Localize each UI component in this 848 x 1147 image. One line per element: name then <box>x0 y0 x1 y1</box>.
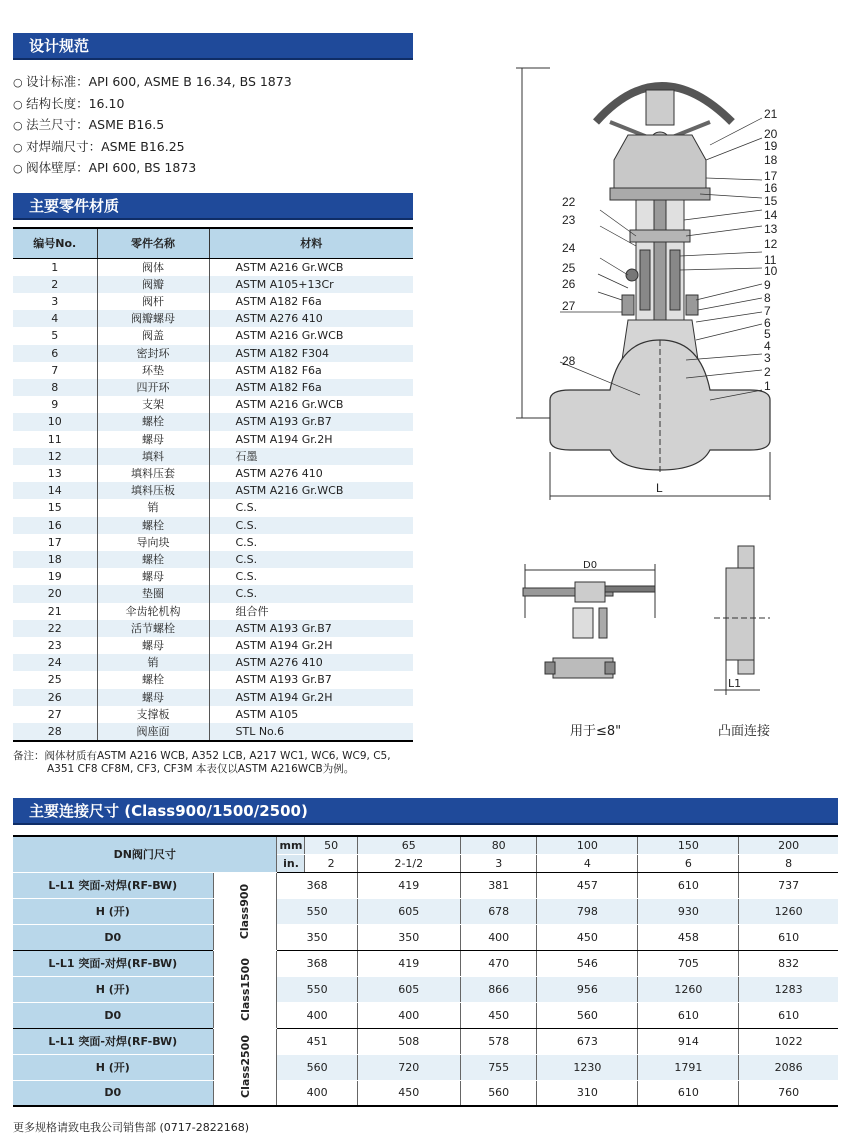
parts-row <box>13 499 413 516</box>
part-no: 3 <box>51 294 59 308</box>
dims-value: 368 <box>277 950 357 976</box>
size-mm: 200 <box>739 836 838 854</box>
callout-label: 6 <box>764 316 771 330</box>
col-material-header: 材料 <box>209 228 413 258</box>
dims-value: 458 <box>638 924 739 950</box>
part-name: 四开环 <box>97 379 209 396</box>
part-material: ASTM A105+13Cr <box>209 276 413 293</box>
part-no: 15 <box>47 501 62 515</box>
parts-row <box>13 568 413 585</box>
parts-row <box>13 723 413 741</box>
dims-value: 610 <box>739 1002 838 1028</box>
class-label <box>213 950 277 1028</box>
dn-size-header: DN阀门尺寸 <box>13 836 277 872</box>
part-no: 2 <box>13 276 97 293</box>
part-name: 支撑板 <box>97 706 209 723</box>
dims-row <box>13 976 838 1002</box>
parts-row <box>13 431 413 448</box>
spec-item: ○ 结构长度：16.10 <box>13 94 292 116</box>
part-no: 7 <box>51 363 59 377</box>
size-in: 8 <box>739 854 838 872</box>
callout-label: 15 <box>764 194 778 208</box>
parts-row <box>13 551 413 568</box>
dims-value: 400 <box>460 924 537 950</box>
note-line-2: A351 CF8 CF8M, CF3, CF3M 本表仅以ASTM A216WCB为例。 <box>47 762 355 775</box>
part-name: 阀杆 <box>97 293 209 310</box>
class-label <box>213 1028 277 1106</box>
parts-row <box>13 482 413 499</box>
part-name: 支架 <box>97 396 209 413</box>
part-name: 阀座面 <box>97 723 209 741</box>
callout-label: 13 <box>764 222 778 236</box>
parts-row <box>13 620 413 637</box>
callout-label: 28 <box>562 354 576 368</box>
part-material: ASTM A216 Gr.WCB <box>235 398 344 412</box>
dims-row-label: H (开) <box>13 976 213 1002</box>
dims-row-label: H (开) <box>13 1054 213 1080</box>
part-material: 石墨 <box>209 448 413 465</box>
dims-row-label: D0 <box>13 924 213 950</box>
parts-row <box>13 534 413 551</box>
part-name: 填料压板 <box>97 482 209 499</box>
part-no: 4 <box>13 310 97 327</box>
parts-row <box>13 310 413 327</box>
callout-label: 27 <box>562 299 576 313</box>
material-note <box>13 750 423 775</box>
dims-value: 400 <box>277 1002 357 1028</box>
part-name: 销 <box>97 499 209 516</box>
footer-contact: 更多规格请致电我公司销售部 (0717-2822168) <box>13 1121 250 1134</box>
part-no: 25 <box>47 673 62 687</box>
dims-value: 605 <box>357 976 460 1002</box>
size-mm: 100 <box>537 836 638 854</box>
part-name: 密封环 <box>97 345 209 362</box>
callout-label: 11 <box>764 253 777 267</box>
callout-label: 12 <box>764 237 778 251</box>
part-no: 14 <box>13 482 97 499</box>
callout-label: 2 <box>764 365 771 379</box>
part-material: ASTM A276 410 <box>235 466 323 480</box>
part-no: 12 <box>13 448 97 465</box>
part-no: 13 <box>47 466 62 480</box>
part-material: C.S. <box>235 535 258 549</box>
part-no: 28 <box>13 723 97 741</box>
part-material: ASTM A105 <box>235 707 299 721</box>
dims-value: 550 <box>277 976 357 1002</box>
part-material: ASTM A194 Gr.2H <box>209 689 413 706</box>
part-material: ASTM A182 F304 <box>209 345 413 362</box>
size-in: 4 <box>537 854 638 872</box>
callout-label: 19 <box>764 139 778 153</box>
class-label-text: Class1500 <box>238 957 252 1021</box>
unit-mm: mm <box>277 836 305 854</box>
dims-value: 381 <box>460 872 537 898</box>
dims-value: 550 <box>277 898 357 924</box>
parts-row <box>13 585 413 602</box>
length-label: L <box>656 481 663 495</box>
col-name-header: 零件名称 <box>97 228 209 258</box>
parts-row <box>13 706 413 723</box>
part-material: ASTM A182 F6a <box>235 363 322 377</box>
dims-value: 610 <box>638 1080 739 1106</box>
part-name: 活节螺栓 <box>97 620 209 637</box>
part-name: 螺母 <box>97 568 209 585</box>
dims-value: 866 <box>460 976 537 1002</box>
spec-item: ○ 阀体壁厚：API 600, BS 1873 <box>13 158 292 180</box>
parts-row <box>13 689 413 706</box>
dims-value: 2086 <box>739 1054 838 1080</box>
callout-label: 4 <box>764 339 771 353</box>
design-spec-heading: 设计规范 <box>13 33 413 60</box>
dims-value: 508 <box>357 1028 460 1054</box>
parts-row <box>13 413 413 430</box>
part-no: 18 <box>13 551 97 568</box>
unit-in: in. <box>277 854 305 872</box>
dims-value: 832 <box>739 950 838 976</box>
part-material: ASTM A182 F6a <box>235 294 322 308</box>
dims-table <box>13 835 838 1107</box>
dims-value: 400 <box>357 1002 460 1028</box>
dims-value: 798 <box>537 898 638 924</box>
callout-label: 9 <box>764 278 771 292</box>
part-no: 16 <box>13 517 97 534</box>
d0-label: D0 <box>583 560 598 571</box>
size-mm: 150 <box>638 836 739 854</box>
spec-item: ○ 对焊端尺寸：ASME B16.25 <box>13 137 292 159</box>
parts-row <box>13 465 413 482</box>
parts-row <box>13 293 413 310</box>
parts-row <box>13 379 413 396</box>
dims-value: 760 <box>739 1080 838 1106</box>
part-name: 阀瓣 <box>97 276 209 293</box>
dims-value: 720 <box>357 1054 460 1080</box>
parts-row <box>13 603 413 620</box>
dims-value: 350 <box>357 924 460 950</box>
dims-value: 560 <box>460 1080 537 1106</box>
part-name: 阀体 <box>97 258 209 276</box>
part-material: C.S. <box>235 501 258 515</box>
spec-item: ○ 设计标准：API 600, ASME B 16.34, BS 1873 <box>13 72 292 94</box>
dims-row <box>13 1002 838 1028</box>
class-label-text: Class900 <box>238 883 252 939</box>
part-material: C.S. <box>209 585 413 602</box>
dims-value: 610 <box>739 924 838 950</box>
part-material: ASTM A194 Gr.2H <box>235 638 333 652</box>
part-no: 6 <box>13 345 97 362</box>
part-name: 螺栓 <box>97 551 209 568</box>
parts-row <box>13 671 413 688</box>
part-name: 螺母 <box>97 637 209 654</box>
part-no: 20 <box>13 585 97 602</box>
dims-row <box>13 1028 838 1054</box>
part-no: 8 <box>13 379 97 396</box>
part-material: C.S. <box>209 517 413 534</box>
part-name: 螺栓 <box>97 671 209 688</box>
part-no: 24 <box>13 654 97 671</box>
part-name: 阀瓣螺母 <box>97 310 209 327</box>
parts-row <box>13 345 413 362</box>
part-name: 螺母 <box>97 689 209 706</box>
part-material: STL No.6 <box>209 723 413 741</box>
dims-value: 350 <box>277 924 357 950</box>
part-name: 环垫 <box>97 362 209 379</box>
dims-value: 400 <box>277 1080 357 1106</box>
callout-label: 7 <box>764 304 771 318</box>
dims-value: 914 <box>638 1028 739 1054</box>
dims-row-label: L-L1 突面-对焊(RF-BW) <box>13 950 213 976</box>
size-in: 2-1/2 <box>357 854 460 872</box>
callout-label: 17 <box>764 169 778 183</box>
dims-value: 1022 <box>739 1028 838 1054</box>
dims-value: 678 <box>460 898 537 924</box>
part-material: ASTM A193 Gr.B7 <box>235 673 332 687</box>
part-name: 销 <box>97 654 209 671</box>
part-material: ASTM A182 F6a <box>209 379 413 396</box>
callout-label: 14 <box>764 208 778 222</box>
valve-section-drawing <box>510 60 810 510</box>
dims-value: 419 <box>357 950 460 976</box>
dims-value: 737 <box>739 872 838 898</box>
dims-value: 605 <box>357 898 460 924</box>
callout-label: 10 <box>764 264 778 278</box>
parts-row <box>13 517 413 534</box>
dims-value: 1283 <box>739 976 838 1002</box>
dims-value: 705 <box>638 950 739 976</box>
part-name: 填料 <box>97 448 209 465</box>
dims-row-label: D0 <box>13 1002 213 1028</box>
callout-label: 1 <box>764 379 771 393</box>
part-no: 26 <box>13 689 97 706</box>
dims-row-label: L-L1 突面-对焊(RF-BW) <box>13 872 213 898</box>
size-in: 6 <box>638 854 739 872</box>
callout-label: 8 <box>764 291 771 305</box>
flange-face-drawing <box>710 540 780 700</box>
part-material: ASTM A194 Gr.2H <box>235 432 333 446</box>
dims-value: 450 <box>460 1002 537 1028</box>
parts-material-heading: 主要零件材质 <box>13 193 413 220</box>
parts-row <box>13 258 413 276</box>
callout-label: 5 <box>764 327 771 341</box>
part-name: 填料压套 <box>97 465 209 482</box>
dims-value: 1230 <box>537 1054 638 1080</box>
dims-value: 450 <box>357 1080 460 1106</box>
parts-row <box>13 448 413 465</box>
dims-value: 560 <box>277 1054 357 1080</box>
dims-value: 673 <box>537 1028 638 1054</box>
callout-label: 20 <box>764 127 778 141</box>
dims-row-label: H (开) <box>13 898 213 924</box>
part-name: 阀盖 <box>97 327 209 344</box>
dims-value: 546 <box>537 950 638 976</box>
part-name: 螺栓 <box>97 413 209 430</box>
parts-row <box>13 362 413 379</box>
part-material: C.S. <box>235 570 258 584</box>
part-no: 27 <box>47 707 62 721</box>
dims-value: 470 <box>460 950 537 976</box>
callout-label: 26 <box>562 277 576 291</box>
part-no: 5 <box>51 329 59 343</box>
part-no: 22 <box>13 620 97 637</box>
dims-row <box>13 950 838 976</box>
dims-value: 450 <box>537 924 638 950</box>
dims-value: 560 <box>537 1002 638 1028</box>
callout-label: 18 <box>764 153 778 167</box>
parts-row <box>13 637 413 654</box>
parts-row <box>13 396 413 413</box>
part-no: 1 <box>51 260 59 274</box>
size-mm: 80 <box>460 836 537 854</box>
part-no: 11 <box>47 432 62 446</box>
connection-dims-heading: 主要连接尺寸 (Class900/1500/2500) <box>13 798 838 825</box>
part-no: 10 <box>13 413 97 430</box>
part-no: 23 <box>47 638 62 652</box>
parts-row <box>13 276 413 293</box>
callout-label: 25 <box>562 261 576 275</box>
col-no-header: 编号No. <box>13 228 97 258</box>
part-no: 19 <box>47 570 62 584</box>
size-mm: 50 <box>305 836 357 854</box>
parts-row <box>13 327 413 344</box>
callout-label: 3 <box>764 351 771 365</box>
dims-value: 610 <box>638 872 739 898</box>
part-name: 螺母 <box>97 431 209 448</box>
part-no: 9 <box>51 398 59 412</box>
dims-value: 368 <box>277 872 357 898</box>
dims-value: 1260 <box>739 898 838 924</box>
callout-label: 23 <box>562 213 576 227</box>
callout-label: 22 <box>562 195 576 209</box>
part-name: 伞齿轮机构 <box>97 603 209 620</box>
part-material: ASTM A216 Gr.WCB <box>209 482 413 499</box>
part-material: ASTM A216 Gr.WCB <box>235 329 344 343</box>
small-valve-caption: 用于≤8" <box>570 724 622 739</box>
dims-value: 930 <box>638 898 739 924</box>
part-name: 导向块 <box>97 534 209 551</box>
parts-row <box>13 654 413 671</box>
dims-row <box>13 1080 838 1106</box>
part-material: ASTM A193 Gr.B7 <box>209 620 413 637</box>
dims-row <box>13 872 838 898</box>
dims-value: 1791 <box>638 1054 739 1080</box>
dims-value: 1260 <box>638 976 739 1002</box>
part-no: 21 <box>47 604 62 618</box>
dims-row <box>13 1054 838 1080</box>
flange-caption: 凸面连接 <box>718 724 771 739</box>
part-no: 17 <box>47 535 62 549</box>
part-material: ASTM A276 410 <box>209 310 413 327</box>
part-material: C.S. <box>209 551 413 568</box>
dims-row-label: D0 <box>13 1080 213 1106</box>
part-material: ASTM A276 410 <box>209 654 413 671</box>
part-material: ASTM A216 Gr.WCB <box>235 260 344 274</box>
dims-row <box>13 924 838 950</box>
class-label-text: Class2500 <box>238 1035 252 1099</box>
class-label <box>213 872 277 950</box>
size-mm: 65 <box>357 836 460 854</box>
size-in: 2 <box>305 854 357 872</box>
dims-row <box>13 898 838 924</box>
parts-table <box>13 227 413 742</box>
size-in: 3 <box>460 854 537 872</box>
dims-value: 457 <box>537 872 638 898</box>
dims-value: 578 <box>460 1028 537 1054</box>
callout-label: 21 <box>764 107 778 121</box>
dims-value: 610 <box>638 1002 739 1028</box>
part-material: 组合件 <box>235 604 269 618</box>
dims-value: 755 <box>460 1054 537 1080</box>
part-name: 螺栓 <box>97 517 209 534</box>
callout-label: 24 <box>562 241 576 255</box>
dims-value: 310 <box>537 1080 638 1106</box>
dims-value: 956 <box>537 976 638 1002</box>
small-valve-drawing <box>515 558 665 688</box>
l1-label: L1 <box>728 677 742 690</box>
part-material: ASTM A193 Gr.B7 <box>209 413 413 430</box>
note-line-1: 备注：阀体材质有ASTM A216 WCB, A352 LCB, A217 WC1, WC6, WC9, C5, <box>13 750 391 762</box>
callout-label: 16 <box>764 181 778 195</box>
dims-value: 419 <box>357 872 460 898</box>
dims-value: 451 <box>277 1028 357 1054</box>
part-name: 垫圈 <box>97 585 209 602</box>
spec-item: ○ 法兰尺寸：ASME B16.5 <box>13 115 292 137</box>
dims-row-label: L-L1 突面-对焊(RF-BW) <box>13 1028 213 1054</box>
design-spec-list <box>13 72 292 180</box>
